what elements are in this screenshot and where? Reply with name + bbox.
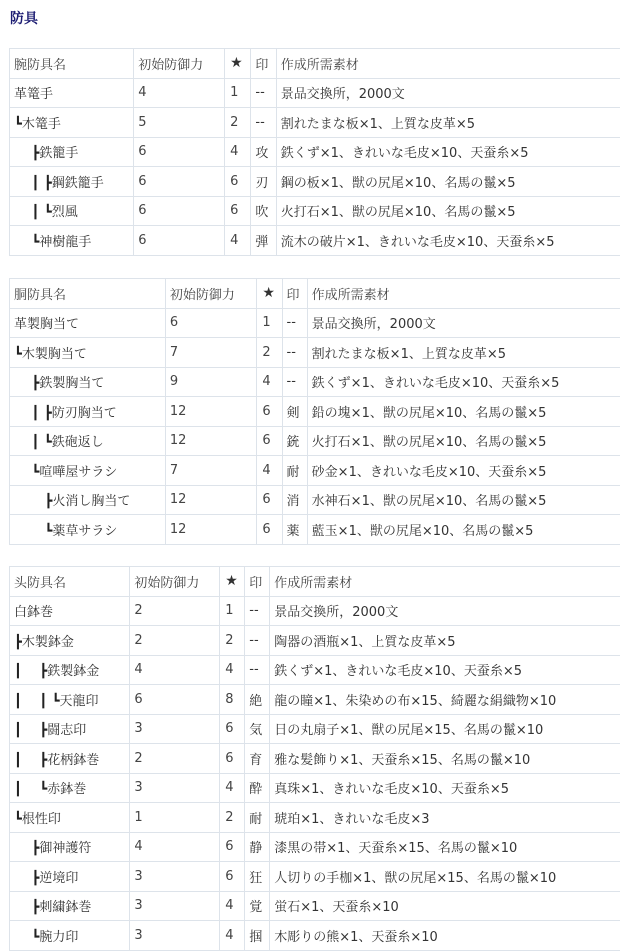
header-mark: 印: [251, 49, 276, 79]
materials-value: 雅な髪飾り×1、天蚕糸×15、名馬の鬣×10: [270, 744, 620, 774]
armor-name: 革製胸当て: [14, 317, 79, 332]
materials-value: 鉄くず×1、きれいな毛皮×10、天蚕糸×5: [307, 367, 620, 397]
mark-value: 静: [245, 832, 270, 862]
tree-branch-icon: ┣: [14, 841, 39, 856]
defense-value: 2: [130, 596, 220, 626]
armor-name-cell: [10, 803, 130, 833]
materials-value: 龍の瞳×1、朱染めの布×15、綺麗な絹織物×10: [270, 685, 620, 715]
table-row: [10, 226, 620, 256]
table-row: [10, 456, 620, 486]
tree-branch-icon: ┃ ┗: [14, 205, 52, 220]
table-row: [10, 515, 620, 545]
tree-branch-icon: ┗: [14, 524, 52, 539]
table-row: [10, 78, 620, 108]
defense-value: 3: [130, 921, 220, 951]
armor-name-cell: [10, 596, 130, 626]
tree-branch-icon: ┗: [14, 117, 22, 132]
armor-name-cell: [10, 921, 130, 951]
table-row: [10, 308, 620, 338]
materials-value: 割れたまな板×1、上質な皮革×5: [276, 108, 620, 138]
materials-value: 景品交換所，2000文: [276, 78, 620, 108]
defense-value: 12: [165, 397, 256, 427]
table-row: [10, 338, 620, 368]
mark-value: 消: [282, 485, 307, 515]
materials-value: 木彫りの熊×1、天蚕糸×10: [270, 921, 620, 951]
materials-value: 琥珀×1、きれいな毛皮×3: [270, 803, 620, 833]
mark-value: 気: [245, 714, 270, 744]
armor-name-cell: [10, 515, 166, 545]
tree-branch-icon: ┗: [14, 812, 22, 827]
table-row: [10, 167, 620, 197]
table-header-row: [10, 279, 620, 309]
armor-name-cell: [10, 832, 130, 862]
materials-value: 火打石×1、獣の尻尾×10、名馬の鬣×5: [276, 196, 620, 226]
defense-value: 2: [130, 626, 220, 656]
rarity-value: 2: [225, 108, 251, 138]
star-icon: ★: [230, 55, 243, 71]
rarity-value: 6: [220, 744, 245, 774]
armor-name: 火消し胸当て: [52, 494, 130, 509]
header-materials: 作成所需素材: [307, 279, 620, 309]
armor-name-cell: [10, 78, 134, 108]
mark-value: 耐: [245, 803, 270, 833]
rarity-value: 4: [225, 137, 251, 167]
rarity-value: 8: [220, 685, 245, 715]
defense-value: 1: [130, 803, 220, 833]
mark-value: 覚: [245, 891, 270, 921]
rarity-value: 6: [225, 196, 251, 226]
materials-value: 水神石×1、獣の尻尾×10、名馬の鬣×5: [307, 485, 620, 515]
header-rarity: [257, 279, 282, 309]
tree-branch-icon: ┣: [14, 900, 39, 915]
defense-value: 2: [130, 744, 220, 774]
table-row: [10, 596, 620, 626]
table-header-row: [10, 49, 620, 79]
mark-value: 刃: [251, 167, 276, 197]
defense-value: 12: [165, 426, 256, 456]
table-row: [10, 367, 620, 397]
materials-value: 景品交換所，2000文: [270, 596, 620, 626]
arm-armor-table: [9, 48, 620, 256]
table-row: [10, 862, 620, 892]
defense-value: 6: [134, 226, 225, 256]
table-row: [10, 744, 620, 774]
rarity-value: 6: [257, 485, 282, 515]
armor-name-cell: [10, 773, 130, 803]
armor-name-cell: [10, 862, 130, 892]
rarity-value: 6: [220, 714, 245, 744]
armor-name-cell: [10, 456, 166, 486]
tree-branch-icon: ┃ ┗: [14, 782, 47, 797]
armor-name: 鉄製胸当て: [39, 376, 104, 391]
rarity-value: 6: [220, 862, 245, 892]
armor-name: 御神護符: [39, 841, 91, 856]
header-defense: 初始防御力: [134, 49, 225, 79]
tree-branch-icon: ┣: [14, 494, 52, 509]
table-row: [10, 626, 620, 656]
tree-branch-icon: ┣: [14, 146, 39, 161]
table-row: [10, 773, 620, 803]
armor-name: 白鉢巻: [14, 605, 53, 620]
defense-value: 4: [134, 78, 225, 108]
defense-value: 6: [134, 196, 225, 226]
rarity-value: 4: [220, 773, 245, 803]
table-row: [10, 137, 620, 167]
armor-name-cell: [10, 655, 130, 685]
header-defense: 初始防御力: [130, 567, 220, 597]
table-row: [10, 196, 620, 226]
tree-branch-icon: ┣: [14, 376, 39, 391]
materials-value: 割れたまな板×1、上質な皮革×5: [307, 338, 620, 368]
armor-name: 鉄籠手: [39, 146, 78, 161]
tree-branch-icon: ┗: [14, 465, 39, 480]
armor-name-cell: [10, 714, 130, 744]
rarity-value: 4: [220, 655, 245, 685]
mark-value: 弾: [251, 226, 276, 256]
head-armor-table: [9, 566, 620, 951]
tree-branch-icon: ┃ ┃ ┗: [14, 694, 60, 709]
materials-value: 漆黒の帯×1、天蚕糸×15、名馬の鬣×10: [270, 832, 620, 862]
armor-name: 逆境印: [39, 871, 78, 886]
armor-name: 闘志印: [47, 723, 86, 738]
mark-value: 剣: [282, 397, 307, 427]
rarity-value: 4: [225, 226, 251, 256]
rarity-value: 4: [257, 367, 282, 397]
table-row: [10, 685, 620, 715]
materials-value: 人切りの手枷×1、獣の尻尾×15、名馬の鬣×10: [270, 862, 620, 892]
armor-name-cell: [10, 626, 130, 656]
materials-value: 鋼の板×1、獣の尻尾×10、名馬の鬣×5: [276, 167, 620, 197]
armor-name-cell: [10, 167, 134, 197]
materials-value: 鉄くず×1、きれいな毛皮×10、天蚕糸×5: [276, 137, 620, 167]
header-materials: 作成所需素材: [270, 567, 620, 597]
tree-branch-icon: ┗: [14, 235, 39, 250]
armor-name-cell: [10, 367, 166, 397]
armor-name: 木製鉢金: [22, 635, 74, 650]
armor-name: 根性印: [22, 812, 61, 827]
defense-value: 12: [165, 485, 256, 515]
mark-value: --: [282, 367, 307, 397]
mark-value: --: [251, 108, 276, 138]
armor-name-cell: [10, 744, 130, 774]
mark-value: --: [251, 78, 276, 108]
body-armor-table: [9, 278, 620, 545]
header-rarity: [225, 49, 251, 79]
table-row: [10, 891, 620, 921]
defense-value: 7: [165, 456, 256, 486]
mark-value: 絶: [245, 685, 270, 715]
rarity-value: 6: [257, 397, 282, 427]
armor-name: 天龍印: [60, 694, 99, 709]
armor-name-cell: [10, 426, 166, 456]
table-row: [10, 803, 620, 833]
armor-name-cell: [10, 397, 166, 427]
tree-branch-icon: ┣: [14, 635, 22, 650]
mark-value: --: [282, 308, 307, 338]
defense-value: 9: [165, 367, 256, 397]
rarity-value: 6: [257, 426, 282, 456]
mark-value: 薬: [282, 515, 307, 545]
mark-value: 耐: [282, 456, 307, 486]
table-row: [10, 655, 620, 685]
armor-name: 木篭手: [22, 117, 61, 132]
armor-name: 赤鉢巻: [47, 782, 86, 797]
armor-name-cell: [10, 226, 134, 256]
armor-name: 鉄製鉢金: [47, 664, 99, 679]
header-name: 胴防具名: [10, 279, 166, 309]
tree-branch-icon: ┃ ┗: [14, 435, 52, 450]
materials-value: 流木の破片×1、きれいな毛皮×10、天蚕糸×5: [276, 226, 620, 256]
armor-name: 木製胸当て: [22, 347, 87, 362]
defense-value: 6: [165, 308, 256, 338]
tree-branch-icon: ┃ ┣: [14, 753, 47, 768]
armor-name: 防刃胸当て: [52, 406, 117, 421]
defense-value: 3: [130, 714, 220, 744]
materials-value: 真珠×1、きれいな毛皮×10、天蚕糸×5: [270, 773, 620, 803]
defense-value: 4: [130, 655, 220, 685]
armor-name-cell: [10, 137, 134, 167]
materials-value: 鉛の塊×1、獣の尻尾×10、名馬の鬣×5: [307, 397, 620, 427]
armor-name: 腕力印: [39, 930, 78, 945]
tree-branch-icon: ┃ ┣: [14, 723, 47, 738]
materials-value: 景品交換所，2000文: [307, 308, 620, 338]
table-row: [10, 485, 620, 515]
header-defense: 初始防御力: [165, 279, 256, 309]
rarity-value: 1: [225, 78, 251, 108]
table-row: [10, 921, 620, 951]
header-mark: 印: [282, 279, 307, 309]
page-title: 防具: [10, 8, 38, 28]
armor-name: 革篭手: [14, 87, 53, 102]
defense-value: 6: [134, 167, 225, 197]
defense-value: 4: [130, 832, 220, 862]
rarity-value: 4: [220, 921, 245, 951]
rarity-value: 2: [220, 803, 245, 833]
mark-value: 狂: [245, 862, 270, 892]
defense-value: 6: [130, 685, 220, 715]
materials-value: 火打石×1、獣の尻尾×10、名馬の鬣×5: [307, 426, 620, 456]
armor-name-cell: [10, 108, 134, 138]
mark-value: 銃: [282, 426, 307, 456]
defense-value: 6: [134, 137, 225, 167]
table-header-row: [10, 567, 620, 597]
mark-value: 攻: [251, 137, 276, 167]
mark-value: 育: [245, 744, 270, 774]
rarity-value: 1: [220, 596, 245, 626]
mark-value: --: [245, 596, 270, 626]
armor-name: 花柄鉢巻: [47, 753, 99, 768]
defense-value: 3: [130, 891, 220, 921]
rarity-value: 6: [220, 832, 245, 862]
table-row: [10, 714, 620, 744]
armor-name: 神樹龍手: [39, 235, 91, 250]
materials-value: 日の丸扇子×1、獣の尻尾×15、名馬の鬣×10: [270, 714, 620, 744]
materials-value: 蛍石×1、天蚕糸×10: [270, 891, 620, 921]
star-icon: ★: [225, 573, 238, 589]
armor-name-cell: [10, 196, 134, 226]
mark-value: 吹: [251, 196, 276, 226]
materials-value: 砂金×1、きれいな毛皮×10、天蚕糸×5: [307, 456, 620, 486]
rarity-value: 4: [220, 891, 245, 921]
table-row: [10, 426, 620, 456]
tree-branch-icon: ┗: [14, 347, 22, 362]
defense-value: 3: [130, 773, 220, 803]
header-name: 头防具名: [10, 567, 130, 597]
rarity-value: 2: [257, 338, 282, 368]
armor-name: 鋼鉄籠手: [52, 176, 104, 191]
armor-name-cell: [10, 308, 166, 338]
armor-name-cell: [10, 685, 130, 715]
rarity-value: 6: [257, 515, 282, 545]
armor-name: 鉄砲返し: [52, 435, 104, 450]
armor-name: 刺繍鉢巻: [39, 900, 91, 915]
materials-value: 鉄くず×1、きれいな毛皮×10、天蚕糸×5: [270, 655, 620, 685]
rarity-value: 6: [225, 167, 251, 197]
header-rarity: [220, 567, 245, 597]
armor-name: 喧嘩屋サラシ: [39, 465, 117, 480]
rarity-value: 4: [257, 456, 282, 486]
tree-branch-icon: ┃ ┣: [14, 664, 47, 679]
armor-name-cell: [10, 485, 166, 515]
table-row: [10, 832, 620, 862]
table-row: [10, 397, 620, 427]
rarity-value: 1: [257, 308, 282, 338]
defense-value: 7: [165, 338, 256, 368]
materials-value: 藍玉×1、獣の尻尾×10、名馬の鬣×5: [307, 515, 620, 545]
header-mark: 印: [245, 567, 270, 597]
armor-name-cell: [10, 338, 166, 368]
mark-value: --: [282, 338, 307, 368]
mark-value: 掴: [245, 921, 270, 951]
tree-branch-icon: ┗: [14, 930, 39, 945]
mark-value: --: [245, 626, 270, 656]
armor-name-cell: [10, 891, 130, 921]
defense-value: 3: [130, 862, 220, 892]
armor-name: 烈風: [52, 205, 78, 220]
table-row: [10, 108, 620, 138]
header-name: 腕防具名: [10, 49, 134, 79]
tree-branch-icon: ┣: [14, 871, 39, 886]
defense-value: 5: [134, 108, 225, 138]
defense-value: 12: [165, 515, 256, 545]
rarity-value: 2: [220, 626, 245, 656]
tree-branch-icon: ┃ ┣: [14, 406, 52, 421]
armor-name: 薬草サラシ: [52, 524, 117, 539]
tree-branch-icon: ┃ ┣: [14, 176, 52, 191]
mark-value: --: [245, 655, 270, 685]
header-materials: 作成所需素材: [276, 49, 620, 79]
materials-value: 陶器の酒瓶×1、上質な皮革×5: [270, 626, 620, 656]
star-icon: ★: [262, 285, 275, 301]
mark-value: 酔: [245, 773, 270, 803]
